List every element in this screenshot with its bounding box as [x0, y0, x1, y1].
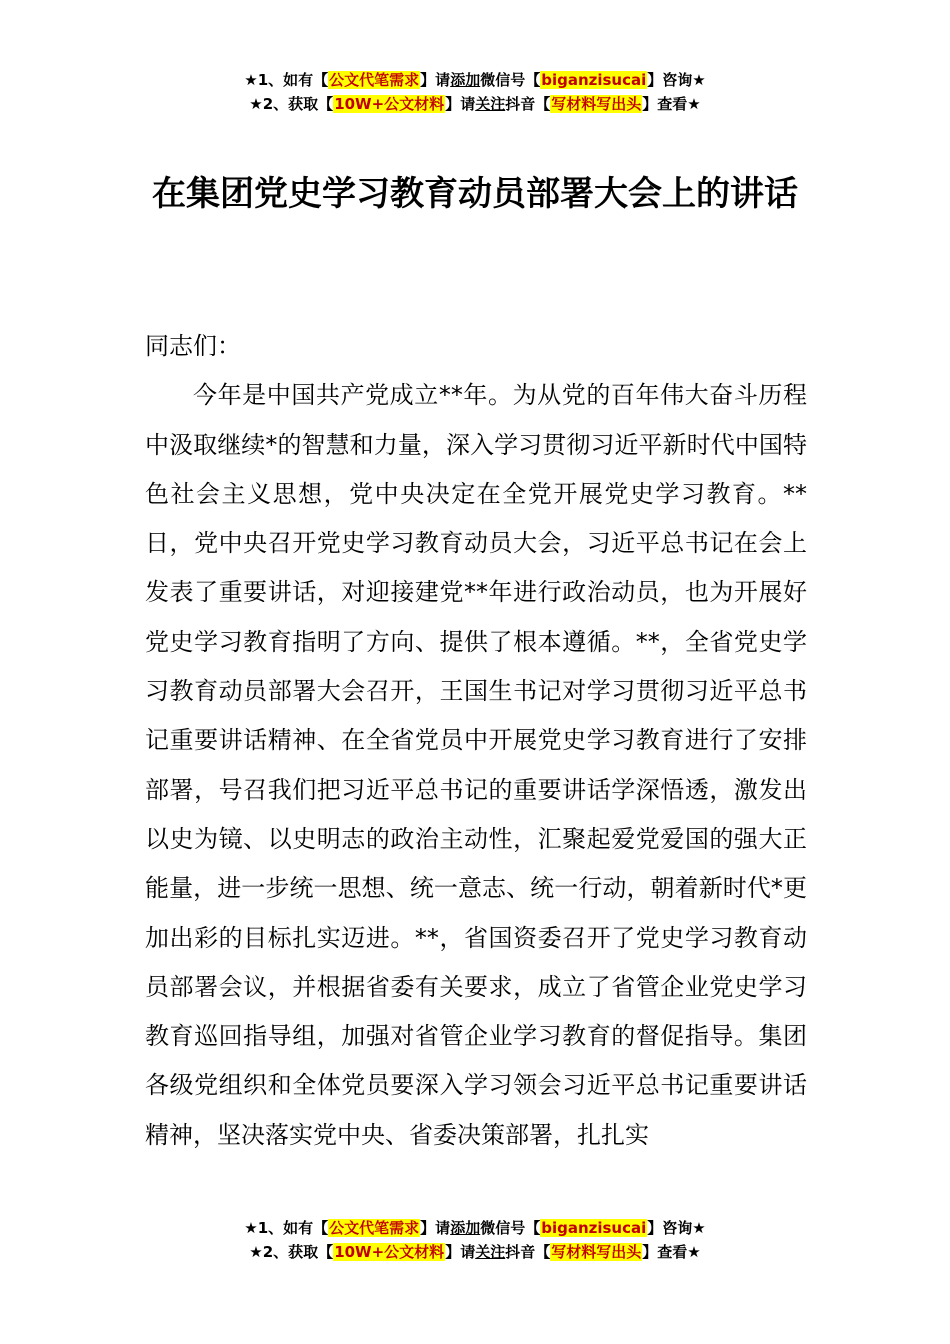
promo-text: 】请	[420, 71, 451, 89]
promo-line-2	[0, 92, 950, 116]
promo-line-1	[0, 68, 950, 92]
promo-text: 抖音【	[505, 95, 551, 113]
promo-text: ★1、如有【	[244, 1219, 329, 1237]
promo-text: 微信号【	[480, 71, 541, 89]
promo-text: 微信号【	[480, 1219, 541, 1237]
promo-underlined-text: 关注	[475, 1243, 506, 1261]
promo-line-2	[0, 1240, 950, 1264]
promo-highlight: 公文代笔需求	[329, 71, 420, 89]
promo-text: 】查看★	[642, 95, 701, 113]
promo-text: 】咨询★	[647, 1219, 706, 1237]
promo-highlight: 10W+公文材料	[334, 1243, 445, 1261]
body-paragraph: 今年是中国共产党成立**年。为从党的百年伟大奋斗历程中汲取继续*的智慧和力量，深入学习贯彻习近平新时代中国特色社会主义思想，党中央决定在全党开展党史学习教育。**日，党中央召开党史学习教育动员大会，习近平总书记在会上发表了重要讲话，对迎接建党**年进行政治动员，也为开展好党史学习教育指明了方向、提供了根本遵循。**，全省党史学习教育动员部署大会召开，王国生书记对学习贯彻习近平总书记重要讲话精神、在全省党员中开展党史学习教育进行了安排部署，号召我们把习近平总书记的重要讲话学深悟透，激发出以史为镜、以史明志的政治主动性，汇聚起爱党爱国的强大正能量，进一步统一思想、统一意志、统一行动，朝着新时代*更加出彩的目标扎实迈进。**，省国资委召开了党史学习教育动员部署会议，并根据省委有关要求，成立了省管企业党史学习教育巡回指导组，加强对省管企业学习教育的督促指导。集团各级党组织和全体党员要深入学习领会习近平总书记重要讲话精神，坚决落实党中央、省委决策部署，扎扎实	[145, 381, 807, 1149]
salutation: 同志们：	[145, 332, 241, 360]
bottom-promo-banner	[0, 1216, 950, 1264]
promo-line-1	[0, 1216, 950, 1240]
top-promo-banner	[0, 68, 950, 116]
promo-text: 】查看★	[642, 1243, 701, 1261]
document-title: 在集团党史学习教育动员部署大会上的讲话	[152, 174, 798, 214]
document-body	[145, 322, 807, 1160]
promo-text: ★2、获取【	[249, 95, 334, 113]
promo-highlight: 写材料写出头	[551, 1243, 642, 1261]
promo-highlight: 10W+公文材料	[334, 95, 445, 113]
promo-highlight: 写材料写出头	[551, 95, 642, 113]
promo-text: 】请	[445, 95, 476, 113]
promo-highlight: 公文代笔需求	[329, 1219, 420, 1237]
promo-text: ★2、获取【	[249, 1243, 334, 1261]
promo-underlined-text: 添加	[450, 71, 481, 89]
promo-text: 】请	[420, 1219, 451, 1237]
promo-underlined-text: 关注	[475, 95, 506, 113]
promo-highlight: biganzisucai	[541, 71, 647, 89]
promo-text: ★1、如有【	[244, 71, 329, 89]
promo-text: 】咨询★	[647, 71, 706, 89]
promo-text: 抖音【	[505, 1243, 551, 1261]
promo-underlined-text: 添加	[450, 1219, 481, 1237]
promo-text: 】请	[445, 1243, 476, 1261]
promo-highlight: biganzisucai	[541, 1219, 647, 1237]
